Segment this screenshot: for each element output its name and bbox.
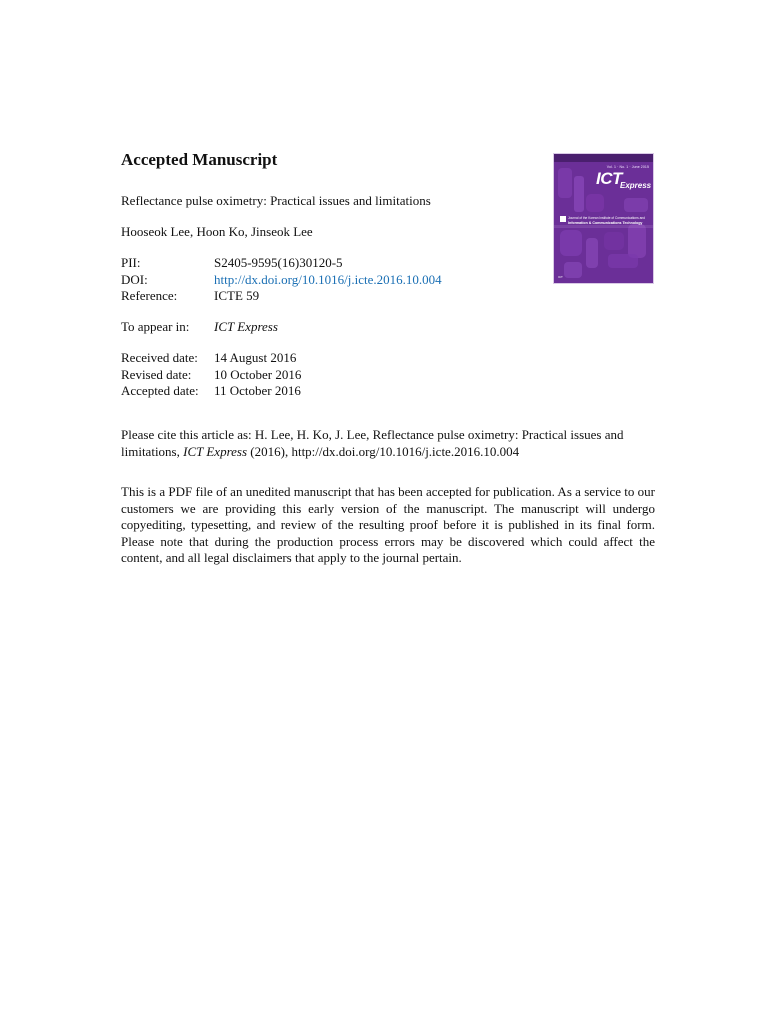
appear-block bbox=[121, 319, 278, 336]
cover-issue-info: Vol. 1 · No. 1 · June 2015 bbox=[606, 165, 649, 169]
cover-journal-line-1: Journal of the Korean Institute of Communications and bbox=[568, 216, 645, 220]
doi-label: DOI: bbox=[121, 271, 148, 287]
reference-row bbox=[121, 288, 442, 305]
accepted-label: Accepted date: bbox=[121, 383, 199, 398]
cover-emblem-icon bbox=[560, 216, 566, 222]
received-label: Received date: bbox=[121, 350, 198, 365]
received-value: 14 August 2016 bbox=[214, 350, 297, 365]
doi-row bbox=[121, 272, 442, 289]
citation-paragraph bbox=[121, 427, 655, 460]
doi-link[interactable]: http://dx.doi.org/10.1016/j.icte.2016.10.004 bbox=[214, 271, 442, 287]
reference-value: ICTE 59 bbox=[214, 288, 260, 303]
pii-label: PII: bbox=[121, 255, 141, 270]
pii-row bbox=[121, 255, 442, 272]
author-list: Hooseok Lee, Hoon Ko, Jinseok Lee bbox=[121, 224, 313, 239]
accepted-value: 11 October 2016 bbox=[214, 383, 301, 398]
revised-row bbox=[121, 367, 301, 384]
journal-cover-image bbox=[553, 153, 654, 284]
citation-suffix: (2016), http://dx.doi.org/10.1016/j.icte.2016.10.004 bbox=[250, 443, 520, 459]
appear-row bbox=[121, 319, 278, 336]
citation-journal: ICT Express bbox=[183, 443, 248, 459]
reference-label: Reference: bbox=[121, 288, 178, 303]
cover-logo-main: ICT bbox=[596, 169, 622, 188]
cover-journal-line-2: Information & Communications Technology bbox=[568, 221, 643, 225]
identifier-block bbox=[121, 255, 442, 305]
revised-value: 10 October 2016 bbox=[214, 366, 302, 382]
citation-prefix: Please cite this article as: H. Lee, H. Ko, J. Lee, Reflectance pulse oximetry: Practical issues and limitations, bbox=[121, 427, 624, 459]
revised-label: Revised date: bbox=[121, 366, 192, 382]
pii-value: S2405-9595(16)30120-5 bbox=[214, 255, 343, 270]
appear-label: To appear in: bbox=[121, 319, 190, 334]
disclaimer-paragraph: This is a PDF file of an unedited manuscript that has been accepted for publication. As a service to our customers we are providing this early version of the manuscript. The manuscript will undergo copyediting, typesetting, and review of the resulting proof before it is published in its final form. Please note that during the production process errors may be discovered which could affect the content, and all legal disclaimers that apply to the journal pertain. bbox=[121, 484, 655, 565]
cover-logo-sub: Express bbox=[620, 181, 652, 190]
journal-name: ICT Express bbox=[214, 319, 278, 334]
article-title: Reflectance pulse oximetry: Practical issues and limitations bbox=[121, 193, 431, 208]
page-heading: Accepted Manuscript bbox=[121, 150, 278, 169]
cover-bottom-mark: ICT bbox=[558, 275, 563, 279]
accepted-row bbox=[121, 383, 301, 400]
dates-block bbox=[121, 350, 301, 400]
cover-top-bar bbox=[554, 154, 653, 162]
received-row bbox=[121, 350, 301, 367]
